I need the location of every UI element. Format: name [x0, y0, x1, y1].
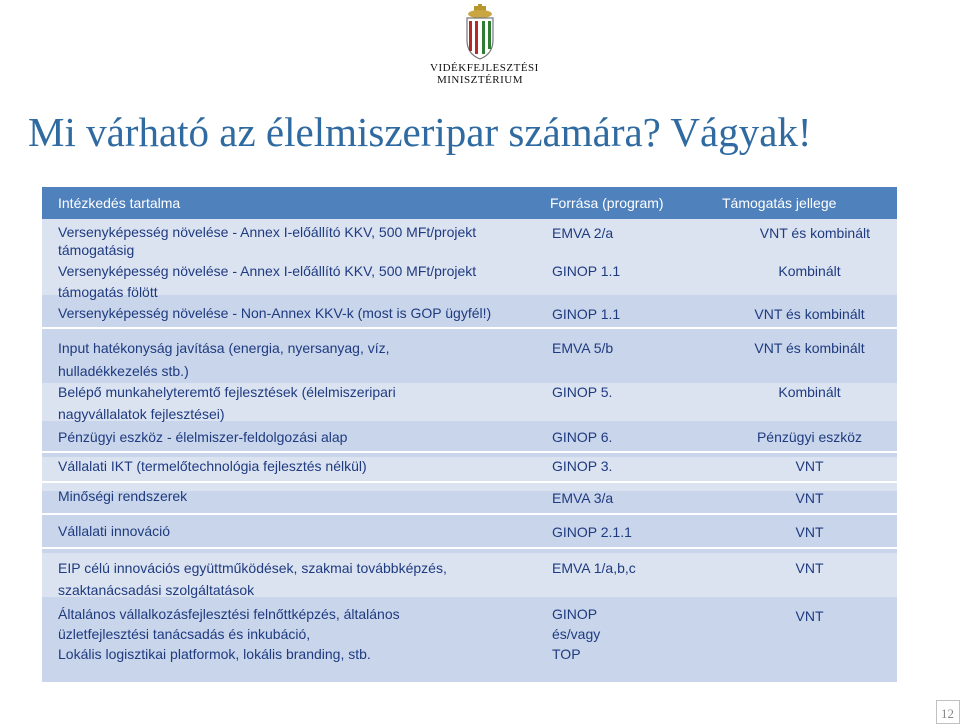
table-cell: Kombinált — [778, 263, 841, 279]
coat-of-arms-icon — [463, 4, 497, 60]
table-cell: VNT és kombinált — [759, 225, 870, 241]
table-cell: Pénzügyi eszköz — [756, 429, 863, 445]
row-divider — [42, 481, 897, 483]
table-cell: GINOP — [552, 606, 598, 622]
table-cell: VNT — [795, 560, 824, 576]
table-cell: GINOP 1.1 — [552, 306, 621, 322]
table-cell: támogatás fölött — [58, 284, 158, 300]
table-cell: Versenyképesség növelése - Non-Annex KKV-k (most is GOP ügyfél!) — [58, 305, 492, 321]
table-cell: VNT — [795, 490, 824, 506]
page-number: 12 — [941, 706, 954, 721]
table-cell: Belépő munkahelyteremtő fejlesztések (élelmiszeripari — [58, 384, 396, 400]
table-cell: EMVA 1/a,b,c — [552, 560, 636, 576]
table-cell: VNT — [795, 608, 824, 624]
table-cell: Minőségi rendszerek — [58, 488, 188, 504]
row-divider — [42, 327, 897, 329]
page-title: Mi várható az élelmiszeripar számára? Vágyak! — [28, 109, 812, 155]
table-cell: Pénzügyi eszköz - élelmiszer-feldolgozási alap — [58, 429, 348, 445]
table-cell: VNT és kombinált — [754, 306, 865, 322]
table-cell: VNT — [795, 524, 824, 540]
table-cell: Input hatékonyság javítása (energia, nyersanyag, víz, — [58, 340, 390, 356]
logo-text-line1: VIDÉKFEJLESZTÉSI — [430, 62, 539, 74]
row-divider — [42, 451, 897, 453]
table-cell: EMVA 5/b — [552, 340, 614, 356]
table-cell: EIP célú innovációs együttműködések, szakmai továbbképzés, — [58, 560, 447, 576]
table-cell: Kombinált — [778, 384, 841, 400]
table-cell: EMVA 3/a — [552, 490, 614, 506]
table-cell: GINOP 5. — [552, 384, 613, 400]
header-support-type: Támogatás jellege — [722, 195, 837, 211]
measures-table — [42, 187, 897, 682]
table-cell: Általános vállalkozásfejlesztési felnőttképzés, általános — [58, 606, 400, 622]
header-measure: Intézkedés tartalma — [58, 195, 181, 211]
table-cell: támogatásig — [58, 242, 135, 258]
table-cell: Versenyképesség növelése - Annex I-előállító KKV, 500 MFt/projekt — [58, 224, 477, 240]
table-cell: hulladékkezelés stb.) — [58, 363, 189, 379]
logo-text-line2: MINISZTÉRIUM — [436, 74, 524, 86]
table-cell: TOP — [552, 646, 581, 662]
header-source: Forrása (program) — [550, 195, 664, 211]
table-cell: szaktanácsadási szolgáltatások — [58, 582, 255, 598]
table-cell: GINOP 6. — [552, 429, 613, 445]
table-cell: GINOP 3. — [552, 458, 613, 474]
row-divider — [42, 547, 897, 549]
table-cell: VNT és kombinált — [754, 340, 865, 356]
table-cell: EMVA 2/a — [552, 225, 614, 241]
ministry-logo — [430, 4, 539, 92]
table-cell: üzletfejlesztési tanácsadás és inkubáció, — [58, 626, 311, 642]
table-cell: Lokális logisztikai platformok, lokális branding, stb. — [58, 646, 371, 662]
table-cell: GINOP 2.1.1 — [552, 524, 632, 540]
table-cell: Versenyképesség növelése - Annex I-előállító KKV, 500 MFt/projekt — [58, 263, 477, 279]
table-cell: Vállalati IKT (termelőtechnológia fejlesztés nélkül) — [58, 458, 367, 474]
table-cell: nagyvállalatok fejlesztései) — [58, 406, 225, 422]
table-cell: Vállalati innováció — [58, 523, 171, 539]
row-divider — [42, 513, 897, 515]
table-header — [42, 187, 897, 219]
table-cell: GINOP 1.1 — [552, 263, 621, 279]
table-cell: VNT — [795, 458, 824, 474]
table-cell: és/vagy — [552, 626, 601, 642]
